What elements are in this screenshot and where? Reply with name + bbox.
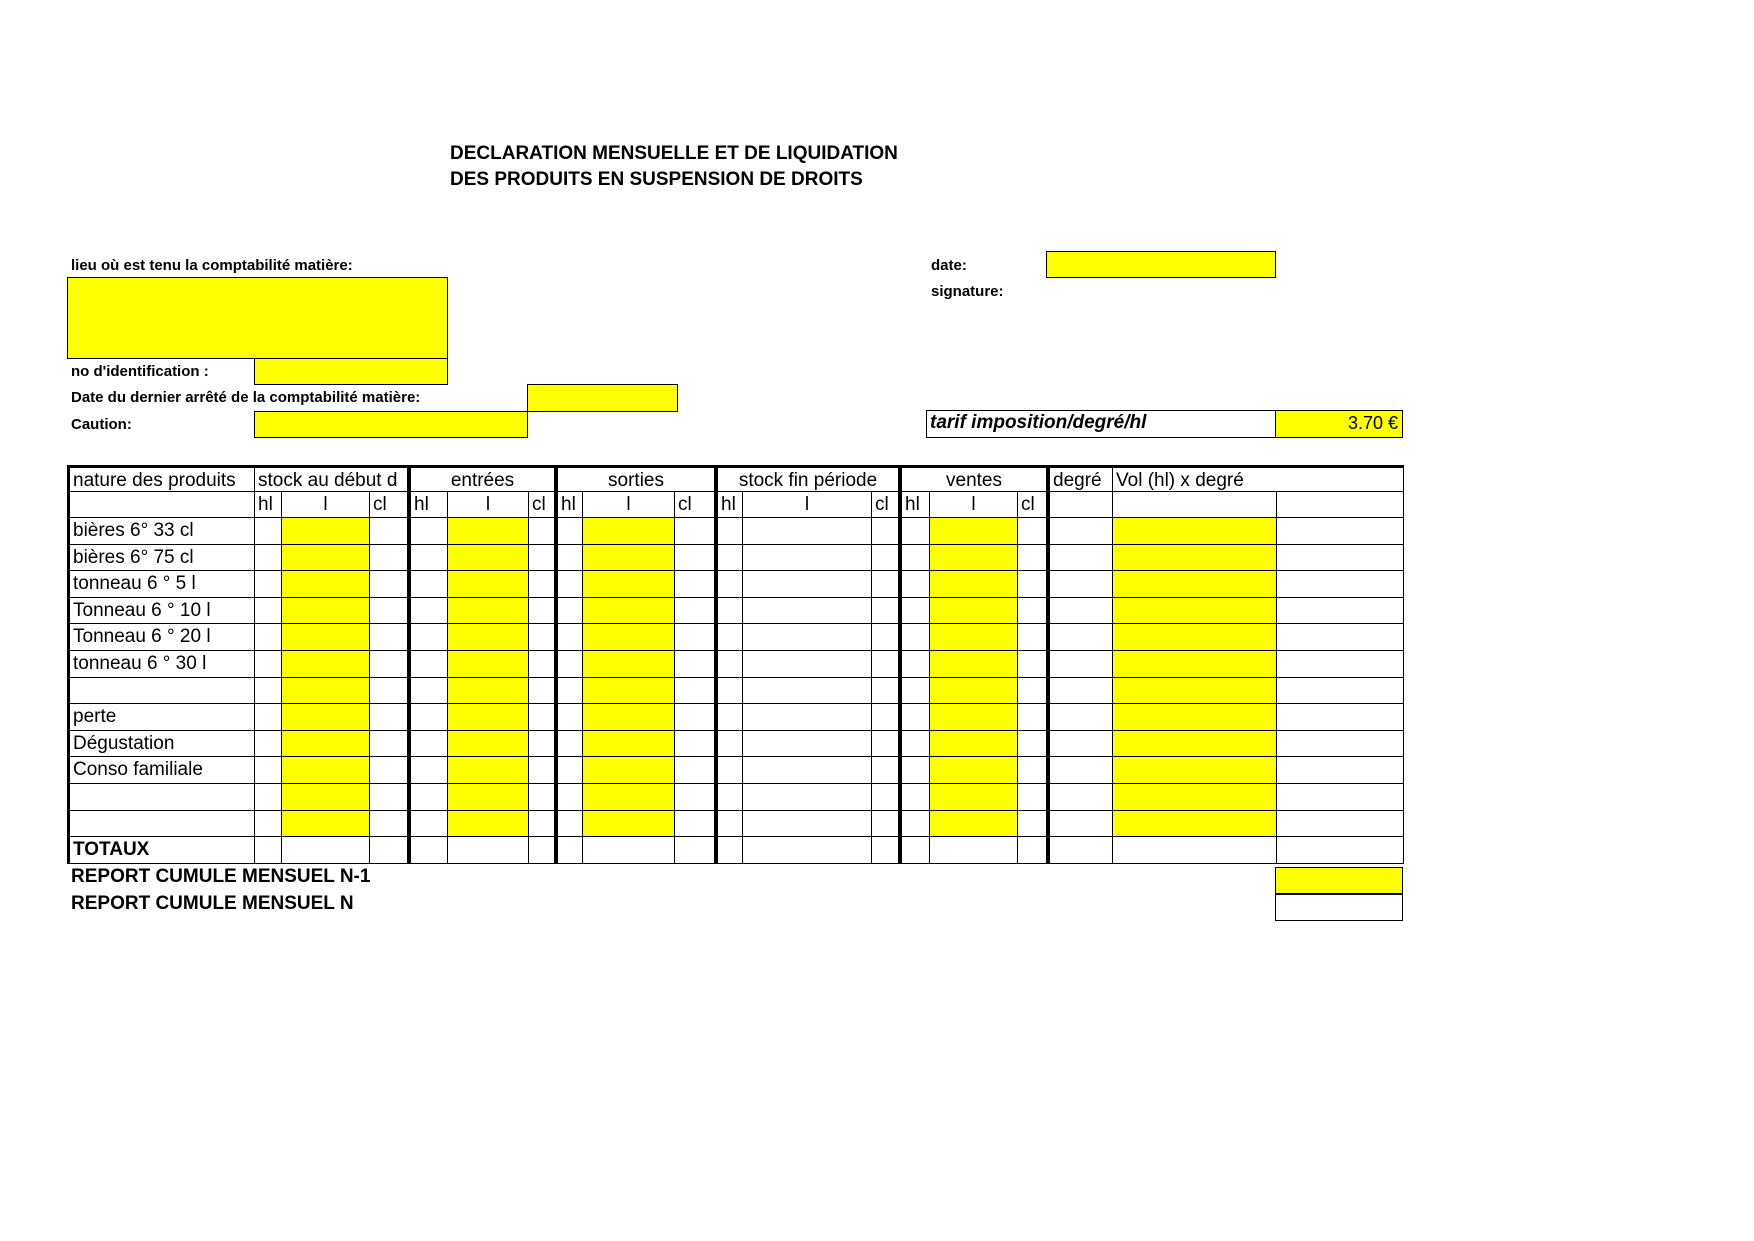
identification-field[interactable] [254,358,448,385]
table-cell[interactable] [408,545,448,572]
table-cell[interactable] [529,784,555,811]
table-cell[interactable] [675,784,715,811]
table-cell[interactable] [715,757,743,784]
form-title-line-2: DES PRODUITS EN SUSPENSION DE DROITS [450,169,863,190]
table-cell[interactable] [282,731,370,758]
totals-cell[interactable] [743,837,872,864]
totals-cell[interactable] [448,837,529,864]
product-name: bières 6° 33 cl [67,518,255,545]
table-cell[interactable] [282,598,370,625]
table-cell[interactable] [555,757,583,784]
identification-label: no d'identification : [71,363,209,380]
table-cell[interactable] [872,757,899,784]
table-cell[interactable] [899,784,930,811]
table-cell[interactable] [930,518,1018,545]
table-cell[interactable] [255,704,282,731]
table-cell[interactable] [1018,624,1047,651]
table-cell[interactable] [448,651,529,678]
table-cell[interactable] [408,704,448,731]
totals-cell[interactable] [408,837,448,864]
table-cell[interactable] [370,678,408,705]
group-header-4: stock fin période [715,465,899,492]
table-cell[interactable] [555,598,583,625]
table-cell[interactable] [899,811,930,838]
table-cell[interactable] [743,571,872,598]
table-cell[interactable] [583,678,675,705]
table-cell[interactable] [448,731,529,758]
table-cell[interactable] [282,518,370,545]
table-cell[interactable] [408,651,448,678]
table-cell[interactable] [555,731,583,758]
subheader-unit: hl [555,492,583,518]
subheader-unit: l [930,492,1018,518]
table-cell[interactable] [899,757,930,784]
table-cell[interactable] [743,731,872,758]
table-cell[interactable] [743,784,872,811]
table-cell[interactable] [529,731,555,758]
table-cell[interactable] [408,518,448,545]
table-cell[interactable] [1047,545,1113,572]
table-cell[interactable] [715,731,743,758]
totals-cell[interactable] [930,837,1018,864]
table-cell[interactable] [1047,624,1113,651]
table-cell[interactable] [1047,731,1113,758]
table-cell[interactable] [408,598,448,625]
totals-cell[interactable] [1277,837,1404,864]
table-cell[interactable] [555,651,583,678]
table-cell[interactable] [370,624,408,651]
subheader-unit: hl [255,492,282,518]
table-cell[interactable] [583,757,675,784]
table-cell[interactable] [1277,518,1404,545]
table-cell[interactable] [583,704,675,731]
table-cell[interactable] [583,651,675,678]
table-cell[interactable] [555,811,583,838]
table-cell[interactable] [930,811,1018,838]
table-cell[interactable] [872,518,899,545]
table-cell[interactable] [1018,811,1047,838]
table-cell[interactable] [1113,811,1277,838]
lieu-label: lieu où est tenu la comptabilité matière: [71,257,353,274]
caution-label: Caution: [71,416,132,433]
table-cell[interactable] [282,571,370,598]
caution-field[interactable] [254,411,528,438]
table-cell[interactable] [1277,678,1404,705]
totals-label: TOTAUX [67,837,255,864]
table-cell[interactable] [930,784,1018,811]
tarif-label: tarif imposition/degré/hl [926,410,1277,438]
signature-label: signature: [931,283,1004,300]
table-cell[interactable] [899,651,930,678]
subheader-unit: l [583,492,675,518]
table-cell[interactable] [675,545,715,572]
table-cell[interactable] [555,784,583,811]
table-cell[interactable] [255,624,282,651]
table-cell[interactable] [743,678,872,705]
table-cell[interactable] [930,598,1018,625]
table-cell[interactable] [255,731,282,758]
table-cell[interactable] [448,571,529,598]
subheader-unit: l [743,492,872,518]
table-cell[interactable] [370,518,408,545]
totals-cell[interactable] [1047,837,1113,864]
table-cell[interactable] [255,571,282,598]
table-cell[interactable] [282,811,370,838]
table-cell[interactable] [872,784,899,811]
table-cell[interactable] [255,784,282,811]
totals-cell[interactable] [899,837,930,864]
table-cell[interactable] [448,624,529,651]
table-cell[interactable] [715,811,743,838]
table-cell[interactable] [1113,571,1277,598]
table-cell[interactable] [899,598,930,625]
group-header-1: stock au début d [255,465,408,492]
table-cell[interactable] [448,678,529,705]
table-cell[interactable] [448,704,529,731]
table-cell[interactable] [583,811,675,838]
table-cell[interactable] [1277,651,1404,678]
table-cell[interactable] [408,784,448,811]
table-cell[interactable] [930,571,1018,598]
product-name: Tonneau 6 ° 10 l [67,598,255,625]
table-cell[interactable] [899,571,930,598]
table-cell[interactable] [1113,651,1277,678]
table-cell[interactable] [370,784,408,811]
table-cell[interactable] [1277,571,1404,598]
table-cell[interactable] [743,651,872,678]
table-cell[interactable] [408,571,448,598]
group-header-5: ventes [899,465,1047,492]
table-cell[interactable] [555,518,583,545]
table-cell[interactable] [1113,545,1277,572]
table-cell[interactable] [1018,757,1047,784]
table-cell[interactable] [555,545,583,572]
totals-cell[interactable] [675,837,715,864]
table-cell[interactable] [255,545,282,572]
table-cell[interactable] [1113,678,1277,705]
subheader-unit: cl [1018,492,1047,518]
table-cell[interactable] [675,518,715,545]
table-cell[interactable] [1277,784,1404,811]
table-cell[interactable] [282,624,370,651]
table-cell[interactable] [448,784,529,811]
table-cell[interactable] [743,545,872,572]
table-cell[interactable] [408,811,448,838]
group-header-2: entrées [408,465,555,492]
table-cell[interactable] [370,704,408,731]
totals-cell[interactable] [583,837,675,864]
table-cell[interactable] [408,757,448,784]
table-cell[interactable] [872,545,899,572]
table-cell[interactable] [1277,545,1404,572]
table-cell[interactable] [899,545,930,572]
date-field[interactable] [1046,251,1276,278]
table-cell[interactable] [872,731,899,758]
table-cell[interactable] [255,678,282,705]
table-cell[interactable] [448,545,529,572]
table-cell[interactable] [1047,757,1113,784]
product-name: tonneau 6 ° 30 l [67,651,255,678]
table-cell[interactable] [529,545,555,572]
totals-cell[interactable] [715,837,743,864]
table-cell[interactable] [675,678,715,705]
table-cell[interactable] [529,651,555,678]
table-cell[interactable] [282,651,370,678]
table-cell[interactable] [255,757,282,784]
table-cell[interactable] [743,598,872,625]
table-cell[interactable] [1018,598,1047,625]
table-cell[interactable] [872,704,899,731]
table-cell[interactable] [282,704,370,731]
table-cell[interactable] [448,757,529,784]
table-cell[interactable] [529,598,555,625]
product-name: Dégustation [67,731,255,758]
table-cell[interactable] [715,678,743,705]
table-cell[interactable] [743,811,872,838]
table-cell[interactable] [1047,811,1113,838]
table-cell[interactable] [1113,704,1277,731]
product-name [67,811,255,838]
group-header-7: Vol (hl) x degré [1113,465,1404,492]
table-cell[interactable] [715,704,743,731]
table-cell[interactable] [1047,571,1113,598]
table-cell[interactable] [715,784,743,811]
table-cell[interactable] [370,811,408,838]
table-cell[interactable] [899,518,930,545]
tarif-value[interactable]: 3.70 € [1275,410,1403,438]
table-cell[interactable] [255,811,282,838]
table-cell[interactable] [1018,784,1047,811]
table-cell[interactable] [408,624,448,651]
subheader-unit: cl [872,492,899,518]
group-header-6: degré [1047,465,1113,492]
date-label: date: [931,257,967,274]
table-cell[interactable] [872,598,899,625]
report-n-minus-1-field[interactable] [1275,867,1403,895]
table-cell[interactable] [675,571,715,598]
table-cell[interactable] [743,757,872,784]
table-cell[interactable] [1018,731,1047,758]
table-cell[interactable] [675,704,715,731]
subheader-blank [1277,492,1404,518]
table-cell[interactable] [529,678,555,705]
totals-cell[interactable] [282,837,370,864]
table-cell[interactable] [370,545,408,572]
table-cell[interactable] [930,731,1018,758]
form-title-line-1: DECLARATION MENSUELLE ET DE LIQUIDATION [450,143,898,164]
table-cell[interactable] [715,598,743,625]
table-cell[interactable] [1113,731,1277,758]
product-name: Conso familiale [67,757,255,784]
product-name: bières 6° 75 cl [67,545,255,572]
table-cell[interactable] [529,757,555,784]
report-n-field[interactable] [1275,893,1403,921]
table-cell[interactable] [715,651,743,678]
table-cell[interactable] [529,518,555,545]
table-cell[interactable] [743,624,872,651]
totals-cell[interactable] [555,837,583,864]
table-cell[interactable] [1277,731,1404,758]
table-cell[interactable] [1047,704,1113,731]
table-cell[interactable] [448,598,529,625]
table-cell[interactable] [715,545,743,572]
subheader-unit: cl [675,492,715,518]
table-cell[interactable] [583,624,675,651]
dernier-arrete-label: Date du dernier arrêté de la comptabilité matière: [71,389,421,406]
subheader-unit: l [282,492,370,518]
group-header-0: nature des produits [67,465,255,492]
table-cell[interactable] [715,518,743,545]
table-cell[interactable] [529,704,555,731]
product-name [67,784,255,811]
subheader-unit: cl [529,492,555,518]
table-cell[interactable] [555,704,583,731]
table-cell[interactable] [408,678,448,705]
totals-cell[interactable] [255,837,282,864]
lieu-field[interactable] [67,277,448,359]
table-cell[interactable] [1277,624,1404,651]
table-cell[interactable] [1277,757,1404,784]
table-cell[interactable] [1047,598,1113,625]
table-cell[interactable] [1047,784,1113,811]
table-cell[interactable] [930,651,1018,678]
table-cell[interactable] [1113,757,1277,784]
table-cell[interactable] [1018,651,1047,678]
table-cell[interactable] [930,704,1018,731]
table-cell[interactable] [255,518,282,545]
table-cell[interactable] [1113,518,1277,545]
table-cell[interactable] [675,598,715,625]
table-cell[interactable] [282,784,370,811]
subheader-unit: hl [715,492,743,518]
table-cell[interactable] [255,598,282,625]
table-cell[interactable] [715,624,743,651]
table-cell[interactable] [583,545,675,572]
table-cell[interactable] [930,624,1018,651]
totals-cell[interactable] [370,837,408,864]
table-cell[interactable] [872,651,899,678]
totals-cell[interactable] [529,837,555,864]
table-cell[interactable] [1018,704,1047,731]
table-cell[interactable] [255,651,282,678]
subheader-unit: cl [370,492,408,518]
group-header-3: sorties [555,465,715,492]
table-cell[interactable] [872,811,899,838]
table-cell[interactable] [282,545,370,572]
table-cell[interactable] [743,518,872,545]
table-cell[interactable] [583,784,675,811]
table-cell[interactable] [899,678,930,705]
table-cell[interactable] [1047,678,1113,705]
table-cell[interactable] [872,678,899,705]
table-cell[interactable] [370,571,408,598]
table-cell[interactable] [555,624,583,651]
table-cell[interactable] [899,704,930,731]
table-cell[interactable] [1113,624,1277,651]
dernier-arrete-field[interactable] [527,384,678,412]
table-cell[interactable] [529,571,555,598]
report-n-minus-1-label: REPORT CUMULE MENSUEL N-1 [71,866,371,887]
report-n-label: REPORT CUMULE MENSUEL N [71,893,354,914]
table-cell[interactable] [555,571,583,598]
table-cell[interactable] [930,757,1018,784]
subheader-unit: hl [408,492,448,518]
table-cell[interactable] [529,624,555,651]
table-cell[interactable] [282,678,370,705]
table-cell[interactable] [872,624,899,651]
table-cell[interactable] [1047,651,1113,678]
table-cell[interactable] [555,678,583,705]
table-cell[interactable] [675,651,715,678]
table-cell[interactable] [1113,598,1277,625]
table-cell[interactable] [1018,545,1047,572]
table-cell[interactable] [675,757,715,784]
subheader-blank [67,492,255,518]
table-cell[interactable] [583,571,675,598]
table-cell[interactable] [899,731,930,758]
table-cell[interactable] [448,811,529,838]
totals-cell[interactable] [872,837,899,864]
table-cell[interactable] [370,731,408,758]
totals-cell[interactable] [1113,837,1277,864]
table-cell[interactable] [583,731,675,758]
table-cell[interactable] [370,651,408,678]
table-cell[interactable] [583,518,675,545]
table-cell[interactable] [1047,518,1113,545]
subheader-unit: hl [899,492,930,518]
table-cell[interactable] [1018,571,1047,598]
table-cell[interactable] [529,811,555,838]
product-name: perte [67,704,255,731]
table-cell[interactable] [1018,518,1047,545]
subheader-blank [1113,492,1277,518]
product-name [67,678,255,705]
table-cell[interactable] [675,811,715,838]
table-cell[interactable] [1277,704,1404,731]
table-cell[interactable] [408,731,448,758]
table-cell[interactable] [899,624,930,651]
table-cell[interactable] [675,731,715,758]
table-cell[interactable] [743,704,872,731]
table-cell[interactable] [675,624,715,651]
table-cell[interactable] [370,757,408,784]
table-cell[interactable] [448,518,529,545]
table-cell[interactable] [370,598,408,625]
table-cell[interactable] [930,678,1018,705]
table-cell[interactable] [1277,811,1404,838]
table-cell[interactable] [1113,784,1277,811]
table-cell[interactable] [1277,598,1404,625]
table-cell[interactable] [872,571,899,598]
product-name: tonneau 6 ° 5 l [67,571,255,598]
table-cell[interactable] [930,545,1018,572]
totals-cell[interactable] [1018,837,1047,864]
table-cell[interactable] [1018,678,1047,705]
product-name: Tonneau 6 ° 20 l [67,624,255,651]
table-cell[interactable] [715,571,743,598]
subheader-unit: l [448,492,529,518]
subheader-blank [1047,492,1113,518]
table-cell[interactable] [583,598,675,625]
table-cell[interactable] [282,757,370,784]
